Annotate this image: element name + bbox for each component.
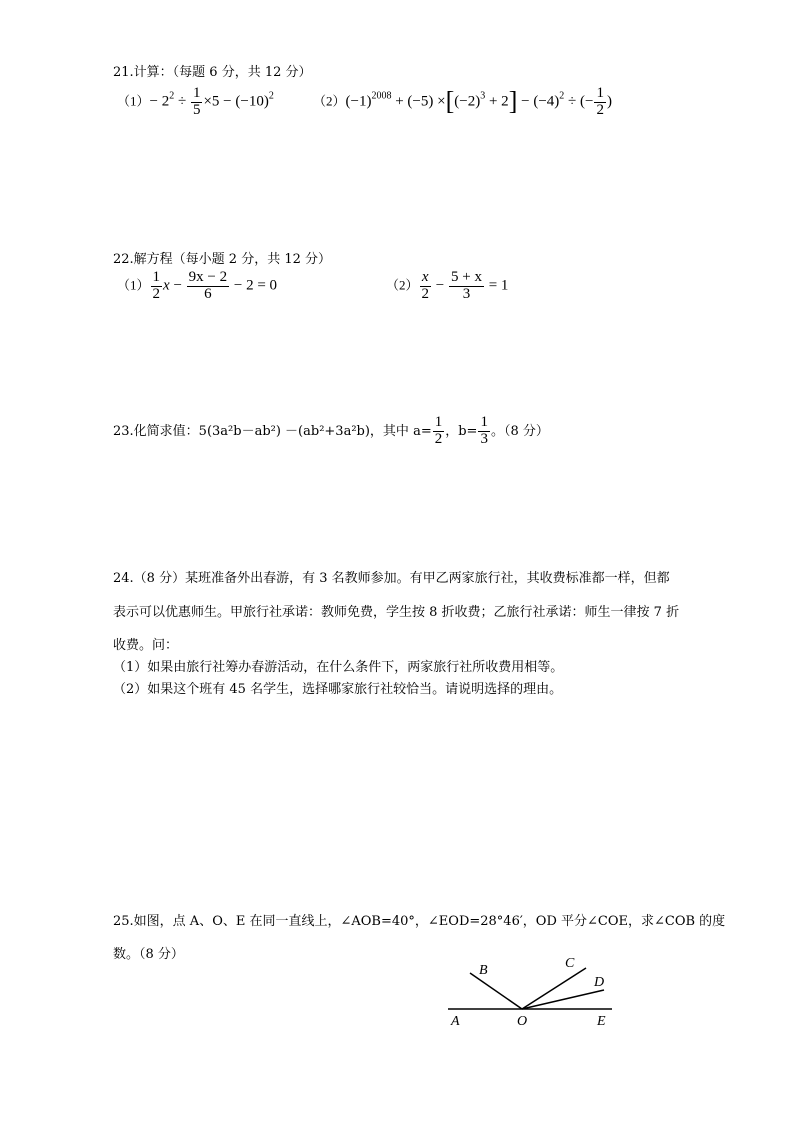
q24-line1: 24.（8 分）某班准备外出春游，有 3 名教师参加。有甲乙两家旅行社，其收费标准都一样，但都 bbox=[113, 571, 670, 586]
q22-p2-fraction2 bbox=[449, 270, 484, 303]
q21-p2-d: + 2 bbox=[485, 93, 509, 110]
ray-od bbox=[522, 990, 604, 1009]
q25-line2: 数。（8 分） bbox=[113, 947, 184, 962]
q22-p2-minus: − bbox=[432, 277, 448, 294]
q22-p2-fraction1 bbox=[420, 270, 432, 303]
q21-p2-b: + (−5) × bbox=[391, 93, 446, 110]
q22-part1-number: （1） bbox=[117, 277, 150, 293]
q22-title: 22.解方程（每小题 2 分，共 12 分） bbox=[113, 252, 332, 267]
q21-p2-frac-num: 1 bbox=[596, 85, 604, 101]
label-o: O bbox=[517, 1014, 528, 1029]
q21-p2-frac-den: 2 bbox=[596, 101, 604, 118]
q22-p2-f1-den: 2 bbox=[421, 285, 430, 302]
q21-p1-frac-num: 1 bbox=[192, 85, 201, 101]
ray-oc bbox=[522, 968, 586, 1009]
q23-a-num: 1 bbox=[434, 414, 443, 430]
ray-ob bbox=[470, 973, 522, 1009]
q21-p1-frac-den: 5 bbox=[192, 101, 201, 118]
q23-a-den: 2 bbox=[434, 430, 443, 447]
q24-line2: 表示可以优惠师生。甲旅行社承诺：教师免费，学生按 8 折收费；乙旅行社承诺：师生一律按 7 折 bbox=[113, 605, 680, 620]
label-b: B bbox=[479, 963, 488, 978]
q24-sub2: （2）如果这个班有 45 名学生，选择哪家旅行社较恰当。请说明选择的理由。 bbox=[113, 682, 563, 697]
label-c: C bbox=[565, 956, 575, 971]
q22-p1-fraction2 bbox=[187, 270, 229, 303]
q22-p2-f2-num: 5 + x bbox=[450, 269, 482, 285]
q21-p2-c-exp: 3 bbox=[480, 90, 486, 102]
q23-a-fraction bbox=[433, 415, 445, 448]
q22-p1-rest: − 2 = 0 bbox=[230, 277, 278, 294]
q21-p1-fraction bbox=[191, 86, 203, 119]
q22-p1-f1-den: 2 bbox=[152, 285, 161, 302]
q23-text: 23.化简求值：5(3a²b－ab²) －(ab²+3a²b)，其中 a= bbox=[113, 423, 432, 439]
q21-p1-rest-exp: 2 bbox=[268, 90, 274, 102]
q24-line3: 收费。问： bbox=[113, 638, 179, 653]
q23-end: 。（8 分） bbox=[490, 423, 549, 439]
q23-b-fraction bbox=[478, 415, 490, 448]
q21-part1 bbox=[117, 86, 274, 119]
q21-p2-a: (−1) bbox=[345, 93, 372, 110]
q21-p2-a-exp: 2008 bbox=[371, 90, 392, 102]
q21-p2-c: (−2) bbox=[454, 93, 481, 110]
q21-title: 21.计算：（每题 6 分，共 12 分） bbox=[113, 65, 312, 80]
q23-mid: ，b= bbox=[445, 423, 478, 439]
q22-p1-f2-den: 6 bbox=[204, 285, 212, 302]
q23-b-den: 3 bbox=[480, 430, 488, 447]
q22-part1 bbox=[117, 270, 277, 303]
q22-part2-number: （2） bbox=[386, 277, 419, 293]
q22-p2-f1-num: x bbox=[420, 270, 432, 287]
q21-p1-term: − 2 bbox=[149, 93, 170, 110]
q21-p1-div: ÷ bbox=[177, 93, 187, 110]
q22-p1-x: x bbox=[163, 277, 170, 294]
q23-b-num: 1 bbox=[480, 414, 488, 430]
q22-p1-f2-num: 9x − 2 bbox=[188, 269, 228, 285]
q21-p2-e-exp: 2 bbox=[559, 90, 565, 102]
q24-sub1: （1）如果由旅行社筹办春游活动，在什么条件下，两家旅行社所收费用相等。 bbox=[113, 660, 564, 675]
label-a: A bbox=[451, 1014, 460, 1029]
q23 bbox=[113, 415, 549, 448]
q22-p1-fraction1 bbox=[151, 270, 163, 303]
q21-part2 bbox=[313, 86, 612, 119]
q21-part1-number: （1） bbox=[117, 93, 150, 109]
q21-p1-exp: 2 bbox=[169, 90, 175, 102]
q25-line1: 25.如图，点 A、O、E 在同一直线上，∠AOB=40°，∠EOD=28°46′，OD 平分∠COE，求∠COB 的度 bbox=[113, 914, 726, 929]
q22-p2-f2-den: 3 bbox=[462, 285, 471, 302]
q21-p2-e: − (−4) bbox=[517, 93, 560, 110]
q22-part2 bbox=[386, 270, 508, 303]
q21-part2-number: （2） bbox=[313, 93, 346, 109]
q22-p1-minus: − bbox=[169, 277, 186, 294]
q22-p1-f1-num: 1 bbox=[152, 269, 161, 285]
q21-p2-g: ) bbox=[606, 93, 612, 110]
q21-p2-f: ÷ (− bbox=[564, 93, 594, 110]
q22-p2-rest: = 1 bbox=[484, 277, 509, 294]
label-d: D bbox=[594, 975, 605, 990]
q21-p1-rest: ×5 − (−10) bbox=[203, 93, 269, 110]
q21-p2-right-bracket: ] bbox=[508, 86, 518, 116]
label-e: E bbox=[597, 1014, 606, 1029]
q21-p2-fraction bbox=[594, 86, 606, 119]
q21-p2-left-bracket: [ bbox=[445, 86, 455, 116]
